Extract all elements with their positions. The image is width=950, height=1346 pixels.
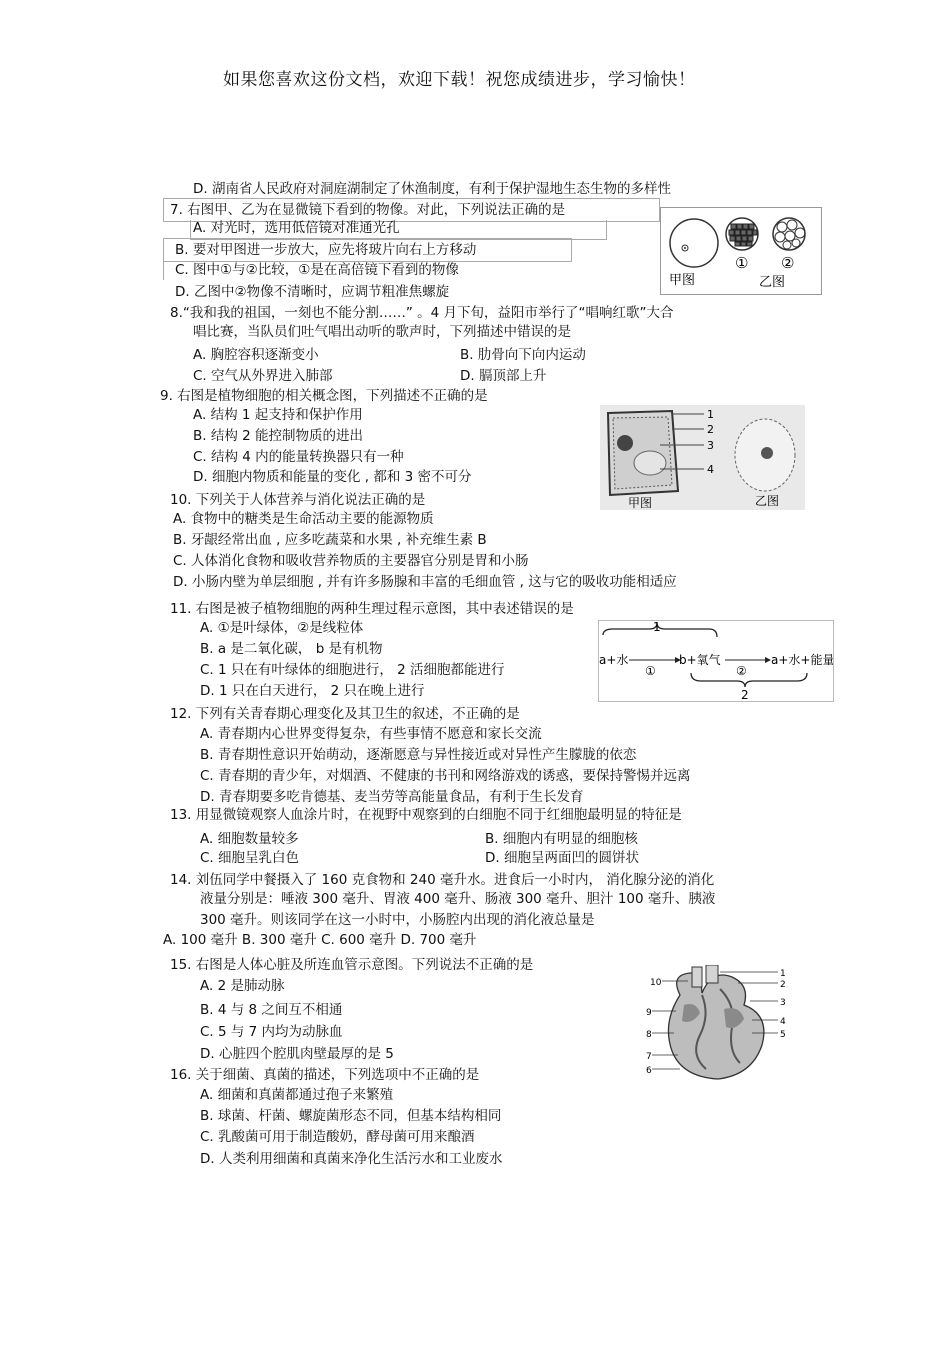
q14-stem-3: 300 毫升。则该同学在这一小时中，小肠腔内出现的消化液总量是 [200,912,595,928]
q7-option-d: D. 乙图中②物像不清晰时，应调节粗准焦螺旋 [175,284,450,300]
q12-option-a: A. 青春期内心世界变得复杂，有些事情不愿意和家长交流 [200,726,542,742]
q15-option-a: A. 2 是肺动脉 [200,978,285,994]
q10-option-c: C. 人体消化食物和吸收营养物质的主要器官分别是胃和小肠 [173,553,529,569]
q8-option-c: C. 空气从外界进入肺部 [193,368,333,384]
q13-option-c: C. 细胞呈乳白色 [200,850,300,866]
cell-jia-label: 甲图 [628,496,653,510]
process-circle2: ② [736,664,747,678]
fig7-circle2: ② [781,254,795,272]
cell-label-3: 3 [707,439,714,452]
process-top-label: 1 [653,621,661,634]
q8-option-b: B. 肋骨向下向内运动 [460,347,586,363]
q15-option-b: B. 4 与 8 之间互不相通 [200,1002,343,1018]
q7-option-b: B. 要对甲图进一步放大，应先将玻片向右上方移动 [175,242,477,258]
process-mid: b+氧气 [679,653,721,667]
heart-label-5: 5 [780,1030,786,1040]
q7-option-a: A. 对光时，选用低倍镜对准通光孔 [193,220,400,236]
cell-label-1: 1 [707,408,714,421]
fig7-jia-label: 甲图 [669,273,696,288]
q13-option-b: B. 细胞内有明显的细胞核 [485,831,638,847]
q9-option-c: C. 结构 4 内的能量转换器只有一种 [193,449,404,465]
heart-label-10: 10 [650,978,662,988]
q8-option-d: D. 膈顶部上升 [460,368,547,384]
q11-option-d: D. 1 只在白天进行， 2 只在晚上进行 [200,683,425,699]
process-figure [598,620,834,702]
q11-option-c: C. 1 只在有叶绿体的细胞进行， 2 活细胞都能进行 [200,662,505,678]
q10-option-b: B. 牙龈经常出血 , 应多吃蔬菜和水果 , 补充维生素 B [173,532,487,548]
q14-stem-2: 液量分别是：唾液 300 毫升、胃液 400 毫升、肠液 300 毫升、胆汁 100 毫升、胰液 [200,891,716,907]
q13-option-d: D. 细胞呈两面凹的圆饼状 [485,850,639,866]
q9-option-a: A. 结构 1 起支持和保护作用 [193,407,363,423]
q7-left-rule [163,260,164,280]
q6-option-d: D. 湖南省人民政府对洞庭湖制定了休渔制度，有利于保护湿地生态生物的多样性 [193,181,671,197]
q10-stem: 10. 下列关于人体营养与消化说法正确的是 [170,492,426,508]
heart-label-7: 7 [646,1052,652,1062]
q16-option-c: C. 乳酸菌可用于制造酸奶，酵母菌可用来酿酒 [200,1129,475,1145]
fig7-circle1: ① [735,254,749,272]
process-bottom-label: 2 [741,688,749,701]
q10-option-d: D. 小肠内壁为单层细胞 , 并有许多肠腺和丰富的毛细血管 , 这与它的吸收功能相适应 [173,574,677,590]
heart-label-9: 9 [646,1008,652,1018]
q16-option-a: A. 细菌和真菌都通过孢子来繁殖 [200,1087,394,1103]
q9-option-b: B. 结构 2 能控制物质的进出 [193,428,364,444]
microscope-figure [660,207,822,295]
q16-stem: 16. 关于细菌、真菌的描述，下列选项中不正确的是 [170,1067,480,1083]
q9-option-d: D. 细胞内物质和能量的变化 , 都和 3 密不可分 [193,469,472,485]
q11-option-b: B. a 是二氧化碳， b 是有机物 [200,641,383,657]
q15-option-c: C. 5 与 7 内均为动脉血 [200,1024,343,1040]
process-right: a+水+能量 [771,653,833,667]
cell-yi-label: 乙图 [755,494,780,508]
cell-label-2: 2 [707,423,714,436]
heart-label-1: 1 [780,969,786,979]
q7-option-c: C. 图中①与②比较，①是在高倍镜下看到的物像 [175,262,459,278]
page-header: 如果您喜欢这份文档，欢迎下载！祝您成绩进步，学习愉快！ [223,70,696,90]
q13-option-a: A. 细胞数量较多 [200,831,299,847]
q8-stem-2: 唱比赛，当队员们吐气唱出动听的歌声时，下列描述中错误的是 [193,324,571,340]
heart-figure [640,965,790,1083]
q11-stem: 11. 右图是被子植物细胞的两种生理过程示意图，其中表述错误的是 [170,601,574,617]
heart-label-6: 6 [646,1066,652,1076]
q12-option-c: C. 青春期的青少年，对烟酒、不健康的书刊和网络游戏的诱惑，要保持警惕并远离 [200,768,691,784]
cell-label-4: 4 [707,463,714,476]
heart-label-2: 2 [780,980,786,990]
q12-option-d: D. 青春期要多吃肯德基、麦当劳等高能量食品，有利于生长发育 [200,789,584,805]
q15-stem: 15. 右图是人体心脏及所连血管示意图。下列说法不正确的是 [170,957,534,973]
q14-options: A. 100 毫升 B. 300 毫升 C. 600 毫升 D. 700 毫升 [163,932,477,948]
cell-figure [600,405,805,510]
q13-stem: 13. 用显微镜观察人血涂片时，在视野中观察到的白细胞不同于红细胞最明显的特征是 [170,807,682,823]
q9-stem: 9. 右图是植物细胞的相关概念图，下列描述不正确的是 [160,388,488,404]
process-circle1: ① [645,664,656,678]
q10-option-a: A. 食物中的糖类是生命活动主要的能源物质 [173,511,434,527]
q8-option-a: A. 胸腔容积逐渐变小 [193,347,319,363]
q15-option-d: D. 心脏四个腔肌肉壁最厚的是 5 [200,1046,394,1062]
fig7-yi-label: 乙图 [759,275,786,290]
q12-option-b: B. 青春期性意识开始萌动，逐渐愿意与异性接近或对异性产生朦胧的依恋 [200,747,637,763]
q16-option-d: D. 人类利用细菌和真菌来净化生活污水和工业废水 [200,1151,503,1167]
q14-stem-1: 14. 刘伍同学中餐摄入了 160 克食物和 240 毫升水。进食后一小时内， 消化腺分泌的消化 [170,872,715,888]
heart-label-3: 3 [780,998,786,1008]
q12-stem: 12. 下列有关青春期心理变化及其卫生的叙述，不正确的是 [170,706,520,722]
q16-option-b: B. 球菌、杆菌、螺旋菌形态不同，但基本结构相同 [200,1108,502,1124]
process-left: a+水 [599,653,629,667]
q8-stem-1: 8.“我和我的祖国，一刻也不能分割……” 。4 月下旬，益阳市举行了“唱响红歌”大合 [170,305,674,321]
q11-option-a: A. ①是叶绿体，②是线粒体 [200,620,364,636]
heart-label-8: 8 [646,1030,652,1040]
q7-stem: 7. 右图甲、乙为在显微镜下看到的物像。对此，下列说法正确的是 [170,202,566,218]
heart-label-4: 4 [780,1017,786,1027]
